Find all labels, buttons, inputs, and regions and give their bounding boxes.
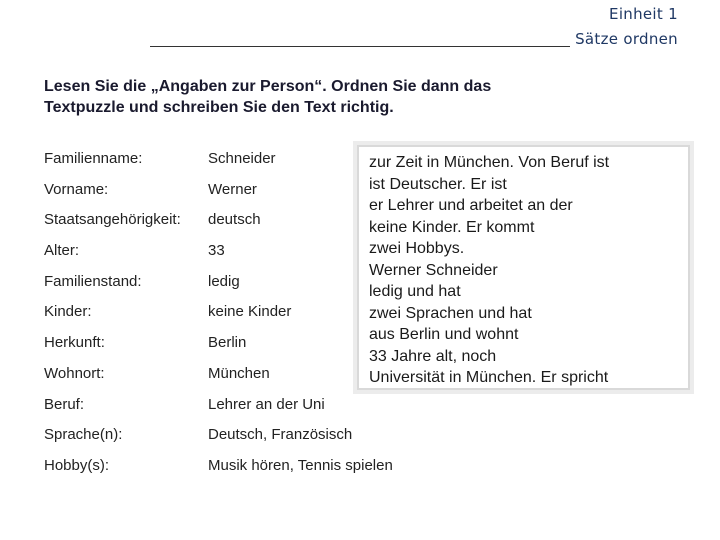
puzzle-fragment: zwei Sprachen und hat [369, 304, 532, 322]
info-value: deutsch [208, 211, 261, 229]
puzzle-fragment: 33 Jahre alt, noch [369, 347, 497, 365]
info-row-sprachen [44, 420, 514, 451]
puzzle-fragment: Universität in München. Er spricht [369, 369, 609, 386]
header-divider [150, 46, 570, 47]
exercise-title: Sätze ordnen [575, 30, 678, 48]
info-value: Schneider [208, 150, 276, 167]
puzzle-fragment: zur Zeit in München. Von Beruf ist [369, 154, 610, 171]
puzzle-fragment: er Lehrer und arbeitet an der [369, 197, 573, 214]
info-label: Alter: [44, 242, 80, 260]
info-value: Werner [208, 180, 257, 198]
info-label: Familienstand: [44, 272, 142, 290]
info-row-beruf [44, 390, 514, 421]
info-label: Staatsangehörigkeit: [44, 211, 181, 229]
info-value: Musik hören, Tennis spielen [208, 456, 393, 474]
info-label: Hobby(s): [44, 456, 110, 474]
puzzle-fragment: ist Deutscher. Er ist [369, 175, 507, 193]
instructions-line-1: Lesen Sie die „Angaben zur Person“. Ordnen Sie dann das [44, 78, 492, 95]
info-label: Vorname: [44, 180, 109, 198]
info-label: Kinder: [44, 303, 92, 321]
puzzle-fragment: Werner Schneider [369, 261, 498, 279]
info-value: 33 [208, 242, 225, 260]
info-label: Wohnort: [44, 364, 105, 382]
info-label: Familienname: [44, 150, 143, 167]
text-puzzle-box [357, 145, 690, 390]
info-value: Lehrer an der Uni [208, 395, 325, 413]
info-value: keine Kinder [208, 303, 292, 321]
unit-label: Einheit 1 [609, 5, 678, 23]
info-value: Deutsch, Französisch [208, 426, 353, 444]
info-value: ledig [208, 272, 240, 290]
instructions [44, 76, 604, 118]
info-value: München [208, 364, 270, 382]
puzzle-fragment: zwei Hobbys. [369, 240, 465, 257]
info-label: Beruf: [44, 395, 85, 413]
instructions-line-2: Textpuzzle und schreiben Sie den Text richtig. [44, 99, 394, 116]
puzzle-fragment: aus Berlin und wohnt [369, 326, 519, 343]
info-value: Berlin [208, 334, 247, 352]
puzzle-fragment: keine Kinder. Er kommt [369, 218, 535, 236]
info-row-hobbys [44, 451, 514, 482]
info-label: Herkunft: [44, 334, 105, 352]
puzzle-fragment: ledig und hat [369, 283, 461, 300]
info-label: Sprache(n): [44, 426, 123, 444]
